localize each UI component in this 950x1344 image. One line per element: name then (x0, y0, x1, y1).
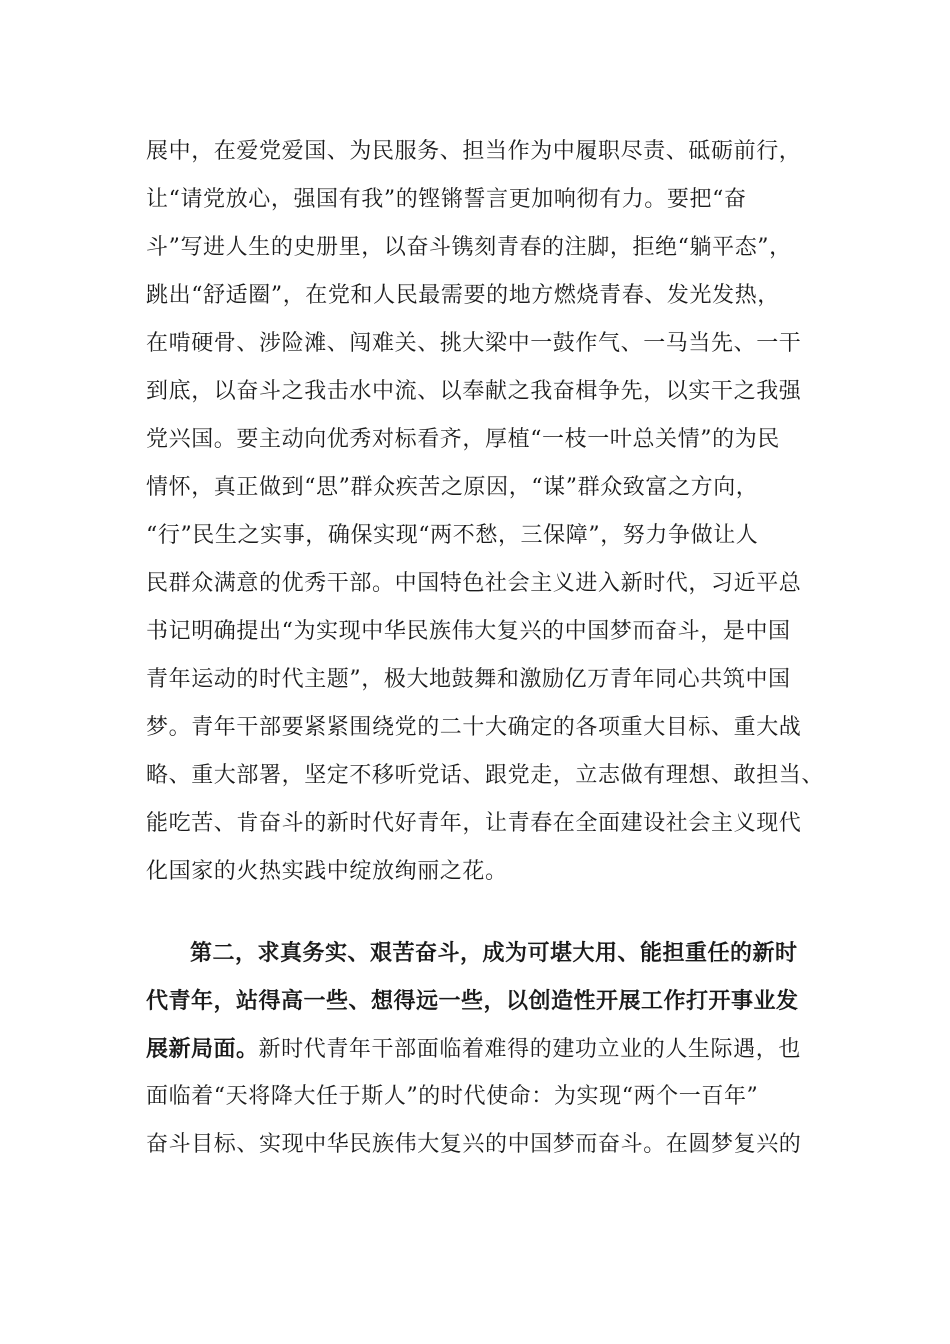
section-heading-end: 展新局面。 (146, 1036, 259, 1062)
paragraph-text: 新时代青年干部面临着难得的建功立业的人生际遇，也 (258, 1037, 801, 1062)
section-heading-line: 第二，求真务实、艰苦奋斗，成为可堪大用、能担重任的新时 (190, 940, 798, 966)
paragraph-line: 党兴国。要主动向优秀对标看齐，厚植“一枝一叶总关情”的为民 (146, 427, 780, 452)
paragraph-line: 到底，以奋斗之我击水中流、以奉献之我奋楫争先，以实干之我强 (146, 379, 802, 404)
paragraph-line: 奋斗目标、实现中华民族伟大复兴的中国梦而奋斗。在圆梦复兴的 (146, 1132, 802, 1157)
paragraph-line: 在啃硬骨、涉险滩、闯难关、挑大梁中一鼓作气、一马当先、一干 (146, 331, 802, 356)
paragraph-line: “行”民生之实事，确保实现“两不愁，三保障”，努力争做让人 (146, 523, 759, 548)
paragraph-line: 书记明确提出“为实现中华民族伟大复兴的中国梦而奋斗，是中国 (146, 619, 791, 644)
paragraph-line (146, 1034, 816, 1064)
paragraph-line: 民群众满意的优秀干部。中国特色社会主义进入新时代，习近平总 (146, 571, 802, 596)
paragraph-line: 化国家的火热实践中绽放绚丽之花。 (146, 859, 508, 884)
paragraph-line: 展中，在爱党爱国、为民服务、担当作为中履职尽责、砥砺前行， (146, 139, 802, 164)
paragraph-line: 面临着“天将降大任于斯人”的时代使命：为实现“两个一百年” (146, 1084, 759, 1109)
paragraph-line: 跳出“舒适圈”，在党和人民最需要的地方燃烧青春、发光发热， (146, 283, 780, 308)
section-heading-line: 代青年，站得高一些、想得远一些，以创造性开展工作打开事业发 (146, 988, 799, 1014)
paragraph-line: 青年运动的时代主题”，极大地鼓舞和激励亿万青年同心共筑中国 (146, 667, 791, 692)
paragraph-line: 斗”写进人生的史册里，以奋斗镌刻青春的注脚，拒绝“躺平态”， (146, 235, 792, 260)
paragraph-line: 情怀，真正做到“思”群众疾苦之原因，“谋”群众致富之方向， (146, 475, 759, 500)
paragraph-line: 能吃苦、肯奋斗的新时代好青年，让青春在全面建设社会主义现代 (146, 811, 802, 836)
paragraph-line: 梦。青年干部要紧紧围绕党的二十大确定的各项重大目标、重大战 (146, 715, 802, 740)
paragraph-line: 略、重大部署，坚定不移听党话、跟党走，立志做有理想、敢担当、 (146, 763, 825, 788)
paragraph-line: 让“请党放心，强国有我”的铿锵誓言更加响彻有力。要把“奋 (146, 187, 747, 212)
